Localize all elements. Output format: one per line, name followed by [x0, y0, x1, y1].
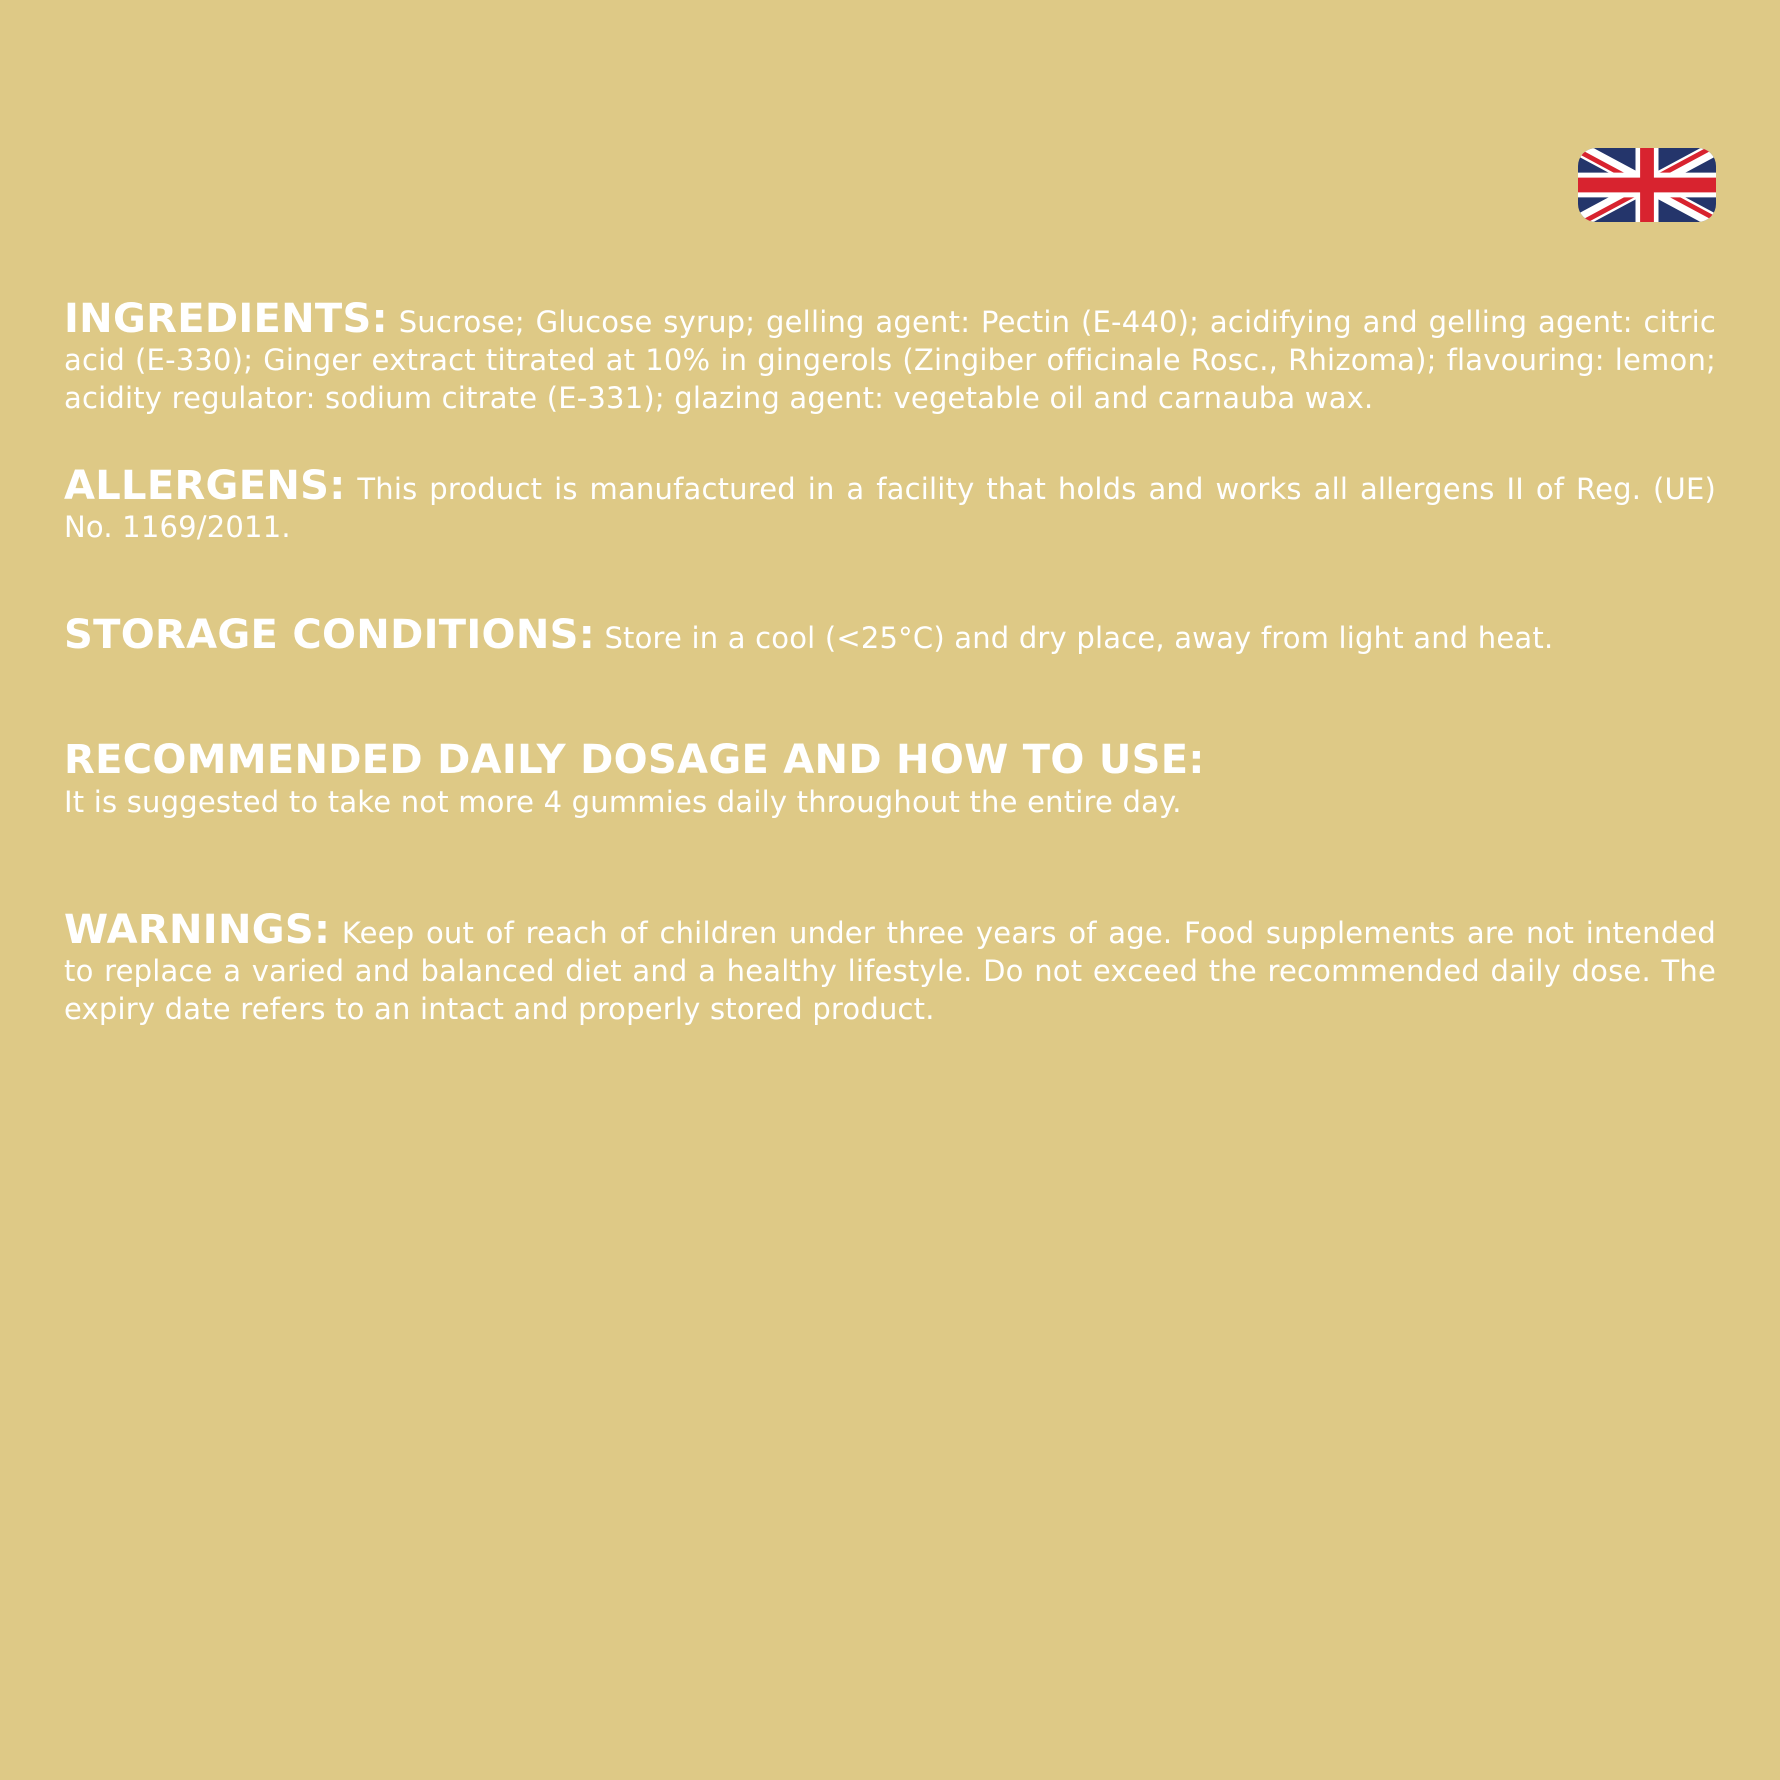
storage-text: Store in a cool (<25°C) and dry place, away from light and heat.: [604, 621, 1554, 655]
dosage-section: [64, 737, 1716, 821]
dosage-heading: RECOMMENDED DAILY DOSAGE AND HOW TO USE:: [64, 737, 1205, 783]
ingredients-heading: INGREDIENTS:: [64, 296, 388, 342]
uk-flag-icon: [1578, 148, 1716, 222]
allergens-heading: ALLERGENS:: [64, 463, 346, 509]
storage-section: [64, 612, 1716, 658]
product-info: [64, 296, 1717, 1028]
warnings-text: Keep out of reach of children under three years of age. Food supplements are not intended to replace a varied and balanced diet and a healthy lifestyle. Do not exceed the recommended daily dose. The expiry date refers to an intact and properly stored product.: [64, 916, 1717, 1026]
warnings-section: [64, 907, 1717, 1028]
warnings-heading: WARNINGS:: [64, 907, 331, 953]
ingredients-text: Sucrose; Glucose syrup; gelling agent: Pectin (E-440); acidifying and gelling agent: citric acid (E-330); Ginger extract titrated at 10% in gingerols (Zingiber officinale Rosc., Rhizoma); flavouring: lemon; acidity regulator: sodium citrate (E-331); glazing agent: vegetable oil and carnauba wax.: [64, 305, 1716, 415]
allergens-section: [64, 463, 1716, 546]
dosage-text: It is suggested to take not more 4 gummies daily throughout the entire day.: [64, 785, 1182, 819]
storage-heading: STORAGE CONDITIONS:: [64, 612, 596, 658]
allergens-text: This product is manufactured in a facility that holds and works all allergens II of Reg. (UE) No. 1169/2011.: [64, 472, 1716, 544]
ingredients-section: [64, 296, 1716, 417]
